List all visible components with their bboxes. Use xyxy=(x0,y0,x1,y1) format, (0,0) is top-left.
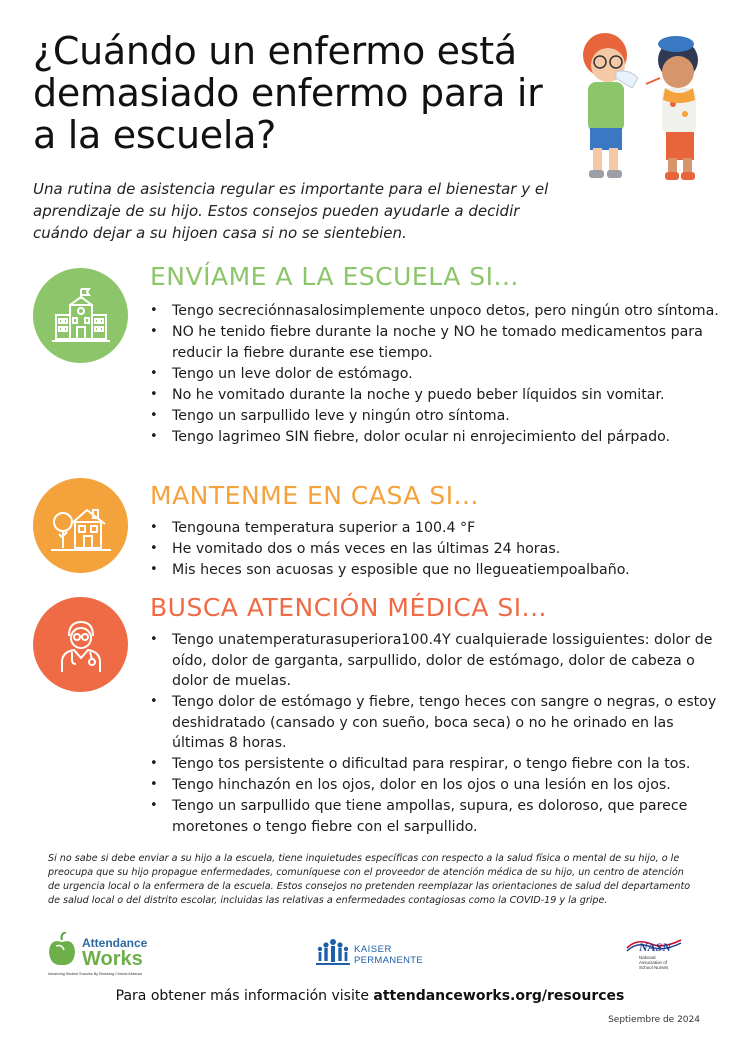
nasn-logo xyxy=(625,936,685,976)
section-icon-circle xyxy=(33,597,128,692)
list-item: • Tengo un sarpullido leve y ningún otro síntoma. xyxy=(150,406,720,427)
list-item: • Mis heces son acuosas y esposible que no llegueatiempoalbaño. xyxy=(150,560,720,581)
kp-figures-icon xyxy=(316,938,350,968)
kaiser-permanente-logo xyxy=(316,938,436,972)
more-info-prefix: Para obtener más información visite xyxy=(115,988,374,1004)
logo-row xyxy=(0,930,740,980)
section-list xyxy=(150,301,720,448)
footnote: Si no sabe si debe enviar a su hijo a la escuela, tiene inquietudes específicas con respecto a la salud física o mental de su hijo, o le preocupa que su hijo propague enfermedades, comuníquese con el proveedor de atención médica de su hijo, un centro de atención de urgencia local o la enfermera de la escuela. Estos consejos no pretenden reemplazar las orientaciones de salud del departamento de salud local o del distrito escolar, incluidas las relativas a enfermedades contagiosas como la COVID-19 y la gripe. xyxy=(48,853,691,906)
doctor-icon xyxy=(50,614,112,676)
section-title: MANTENME EN CASA SI... xyxy=(150,481,479,510)
attendance-works-logo xyxy=(48,930,168,980)
page-title: ¿Cuándo un enfermo está demasiado enfermo para ir a la escuela? xyxy=(33,29,543,157)
aw-tagline: Advancing Student Success By Reducing Chronic Absence xyxy=(48,972,143,976)
list-item: • Tengouna temperatura superior a 100.4 °F xyxy=(150,518,720,539)
section-list xyxy=(150,630,720,838)
aw-line1: Attendance xyxy=(82,936,148,950)
list-item: • Tengo un sarpullido que tiene ampollas, supura, es doloroso, que parece moretones o tengo fiebre con el sarpullido. xyxy=(150,796,720,837)
date: Septiembre de 2024 xyxy=(608,1015,700,1025)
aw-line2: Works xyxy=(82,948,143,970)
nasn-sub3: School Nurses xyxy=(639,965,669,970)
list-item: • NO he tenido fiebre durante la noche y NO he tomado medicamentos para reducir la fiebre durante ese tiempo. xyxy=(150,322,720,363)
section-icon-circle xyxy=(33,478,128,573)
school-icon xyxy=(50,285,112,347)
section-title: ENVÍAME A LA ESCUELA SI... xyxy=(150,262,519,291)
kp-line2: PERMANENTE xyxy=(354,955,423,966)
more-info-link[interactable]: attendanceworks.org/resources xyxy=(373,988,625,1004)
intro-text: Una rutina de asistencia regular es importante para el bienestar y el aprendizaje de su hijo. Estos consejos pueden ayudarle a decidir cuándo dejar a su hijoen casa si no se sientebien. xyxy=(33,180,549,242)
list-item: • No he vomitado durante la noche y puedo beber líquidos sin vomitar. xyxy=(150,385,720,406)
section-icon-circle xyxy=(33,268,128,363)
list-item: • Tengo dolor de estómago y fiebre, tengo heces con sangre o negras, o estoy deshidratado (cansado y con sueño, boca seca) o no he orinado en las últimas 8 horas. xyxy=(150,692,720,754)
section-list xyxy=(150,518,720,581)
list-item: • Tengo hinchazón en los ojos, dolor en los ojos o una lesión en los ojos. xyxy=(150,775,720,796)
apple-icon xyxy=(48,932,76,966)
more-info xyxy=(0,988,740,1004)
house-icon xyxy=(49,494,113,558)
list-item: • Tengo unatemperaturasuperiora100.4Y cualquierade lossiguientes: dolor de oído, dolor de garganta, sarpullido, dolor de estómago, dolor de cabeza o dolor de muelas. xyxy=(150,630,720,692)
list-item: • He vomitado dos o más veces en las últimas 24 horas. xyxy=(150,539,720,560)
list-item: • Tengo secreciónnasalosimplemente unpoco detos, pero ningún otro síntoma. xyxy=(150,301,720,322)
nasn-text: NASN xyxy=(639,940,672,954)
nasn-sub1: National xyxy=(639,955,656,960)
list-item: • Tengo un leve dolor de estómago. xyxy=(150,364,720,385)
nasn-sub2: Association of xyxy=(639,960,668,965)
sick-kids-illustration xyxy=(570,20,720,190)
list-item: • Tengo tos persistente o dificultad para respirar, o tengo fiebre con la tos. xyxy=(150,754,720,775)
section-title: BUSCA ATENCIÓN MÉDICA SI... xyxy=(150,593,547,622)
kp-line1: KAISER xyxy=(354,944,392,955)
list-item: • Tengo lagrimeo SIN fiebre, dolor ocular ni enrojecimiento del párpado. xyxy=(150,427,720,448)
